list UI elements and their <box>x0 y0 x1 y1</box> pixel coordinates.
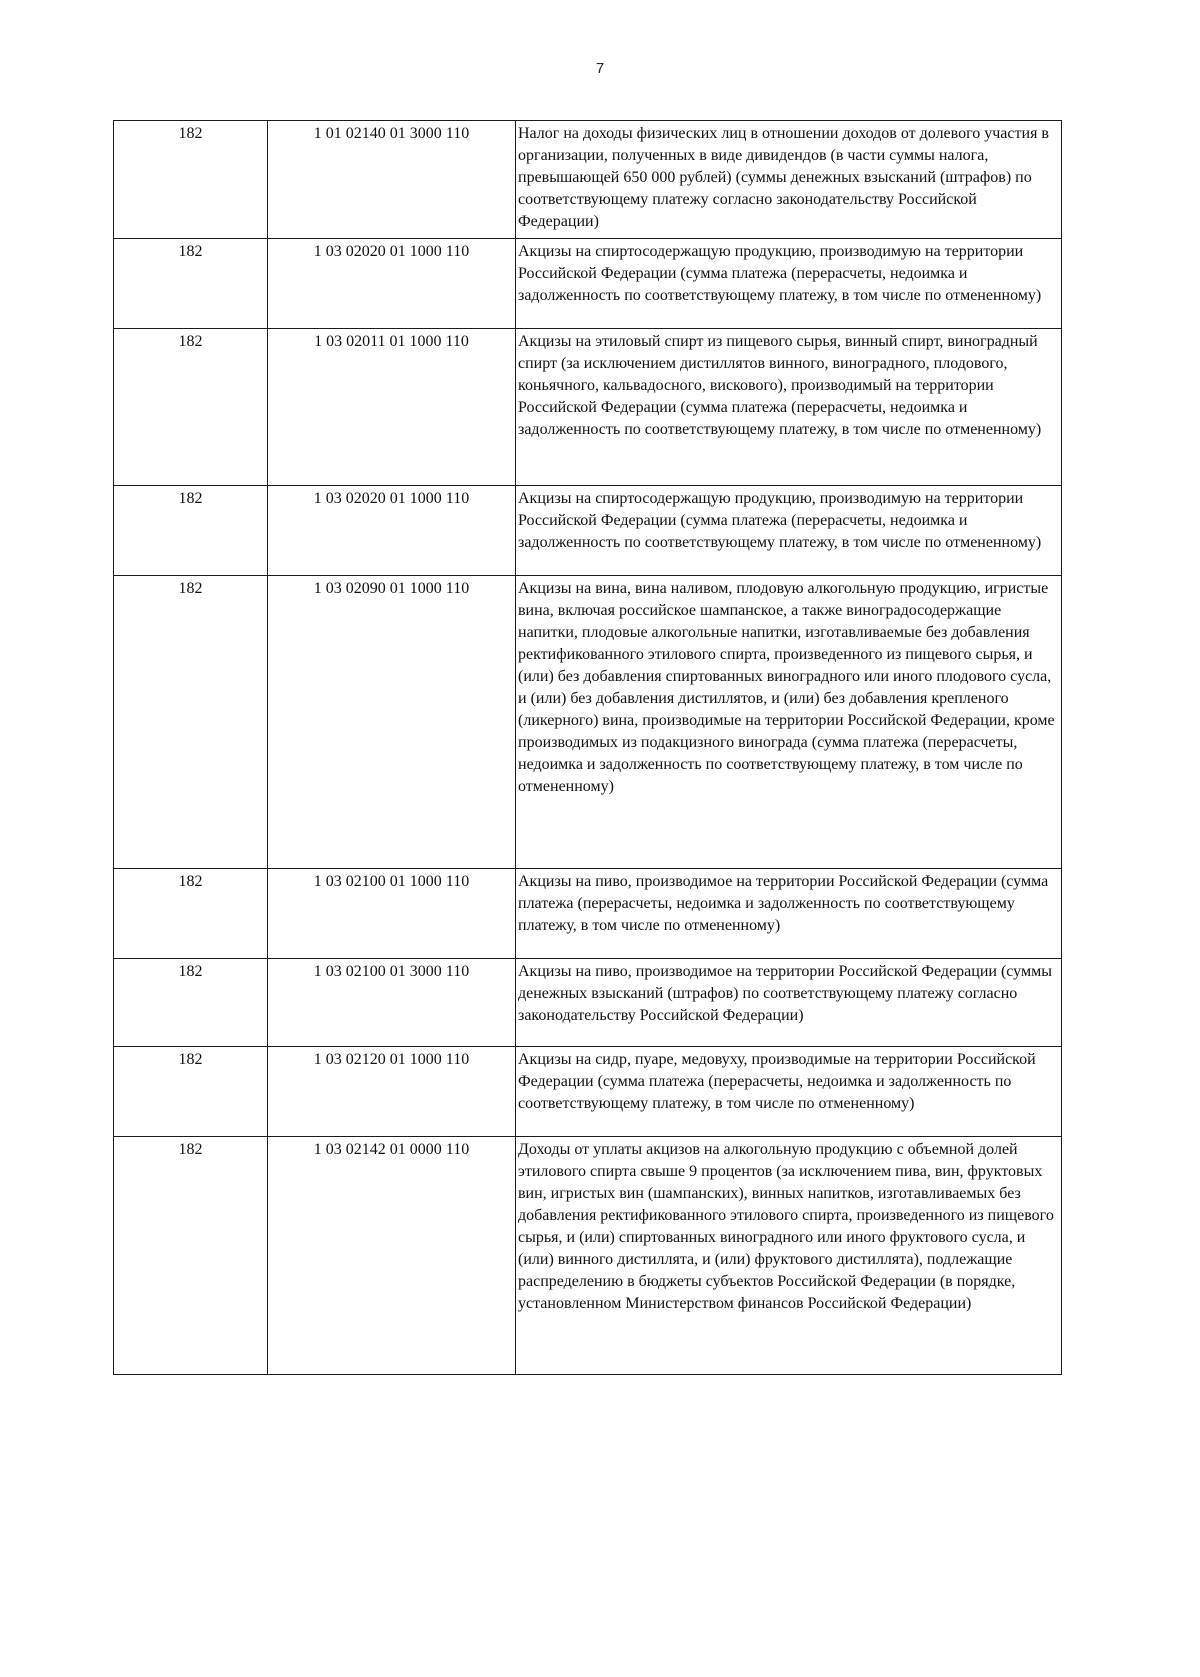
admin-code-cell: 182 <box>114 121 268 239</box>
table-row <box>114 121 1062 239</box>
kbk-code-cell: 1 01 02140 01 3000 110 <box>268 121 516 239</box>
admin-code-cell: 182 <box>114 486 268 576</box>
description-cell: Акцизы на пиво, производимое на территории Российской Федерации (суммы денежных взысканий (штрафов) по соответствующему платежу согласно законодательству Российской Федерации) <box>516 959 1062 1047</box>
table-row <box>114 1047 1062 1137</box>
table-row <box>114 486 1062 576</box>
admin-code-cell: 182 <box>114 1047 268 1137</box>
kbk-code-cell: 1 03 02020 01 1000 110 <box>268 239 516 329</box>
admin-code-cell: 182 <box>114 239 268 329</box>
page-number: 7 <box>595 60 605 77</box>
table-row <box>114 959 1062 1047</box>
table-row <box>114 239 1062 329</box>
description-cell: Акцизы на спиртосодержащую продукцию, производимую на территории Российской Федерации (сумма платежа (перерасчеты, недоимка и задолженность по соответствующему платежу, в том числе по отмененному) <box>516 486 1062 576</box>
description-cell: Акцизы на вина, вина наливом, плодовую алкогольную продукцию, игристые вина, включая российское шампанское, а также виноградосодержащие напитки, плодовые алкогольные напитки, изготавливаемые без добавления ректификованного этилового спирта, произведенного из пищевого сырья, и (или) без добавления спиртованных виноградного или иного плодового сусла, и (или) без добавления дистиллятов, и (или) без добавления крепленого (ликерного) вина, производимые на территории Российской Федерации, кроме производимых из подакцизного винограда (сумма платежа (перерасчеты, недоимка и задолженность по соответствующему платежу, в том числе по отмененному) <box>516 576 1062 869</box>
table-row <box>114 329 1062 486</box>
kbk-code-cell: 1 03 02142 01 0000 110 <box>268 1137 516 1375</box>
description-cell: Доходы от уплаты акцизов на алкогольную продукцию с объемной долей этилового спирта свыше 9 процентов (за исключением пива, вин, фруктовых вин, игристых вин (шампанских), винных напитков, изготавливаемых без добавления ректификованного этилового спирта, произведенного из пищевого сырья, и (или) спиртованных виноградного или иного фруктового сусла, и (или) винного дистиллята, и (или) фруктового дистиллята), подлежащие распределению в бюджеты субъектов Российской Федерации (в порядке, установленном Министерством финансов Российской Федерации) <box>516 1137 1062 1375</box>
kbk-code-cell: 1 03 02020 01 1000 110 <box>268 486 516 576</box>
description-cell: Акцизы на этиловый спирт из пищевого сырья, винный спирт, виноградный спирт (за исключением дистиллятов винного, виноградного, плодового, коньячного, кальвадосного, вискового), производимый на территории Российской Федерации (сумма платежа (перерасчеты, недоимка и задолженность по соответствующему платежу, в том числе по отмененному) <box>516 329 1062 486</box>
description-cell: Акцизы на сидр, пуаре, медовуху, производимые на территории Российской Федерации (сумма платежа (перерасчеты, недоимка и задолженность по соответствующему платежу, в том числе по отмененному) <box>516 1047 1062 1137</box>
admin-code-cell: 182 <box>114 576 268 869</box>
description-cell: Акцизы на пиво, производимое на территории Российской Федерации (сумма платежа (перерасчеты, недоимка и задолженность по соответствующему платежу, в том числе по отмененному) <box>516 869 1062 959</box>
kbk-code-cell: 1 03 02011 01 1000 110 <box>268 329 516 486</box>
kbk-code-cell: 1 03 02100 01 3000 110 <box>268 959 516 1047</box>
table-row <box>114 869 1062 959</box>
description-cell: Налог на доходы физических лиц в отношении доходов от долевого участия в организации, полученных в виде дивидендов (в части суммы налога, превышающей 650 000 рублей) (суммы денежных взысканий (штрафов) по соответствующему платежу согласно законодательству Российской Федерации) <box>516 121 1062 239</box>
table-row <box>114 1137 1062 1375</box>
kbk-code-cell: 1 03 02120 01 1000 110 <box>268 1047 516 1137</box>
description-cell: Акцизы на спиртосодержащую продукцию, производимую на территории Российской Федерации (сумма платежа (перерасчеты, недоимка и задолженность по соответствующему платежу, в том числе по отмененному) <box>516 239 1062 329</box>
admin-code-cell: 182 <box>114 329 268 486</box>
budget-codes-table <box>113 120 1062 1375</box>
admin-code-cell: 182 <box>114 1137 268 1375</box>
admin-code-cell: 182 <box>114 869 268 959</box>
admin-code-cell: 182 <box>114 959 268 1047</box>
kbk-code-cell: 1 03 02100 01 1000 110 <box>268 869 516 959</box>
table-row <box>114 576 1062 869</box>
kbk-code-cell: 1 03 02090 01 1000 110 <box>268 576 516 869</box>
